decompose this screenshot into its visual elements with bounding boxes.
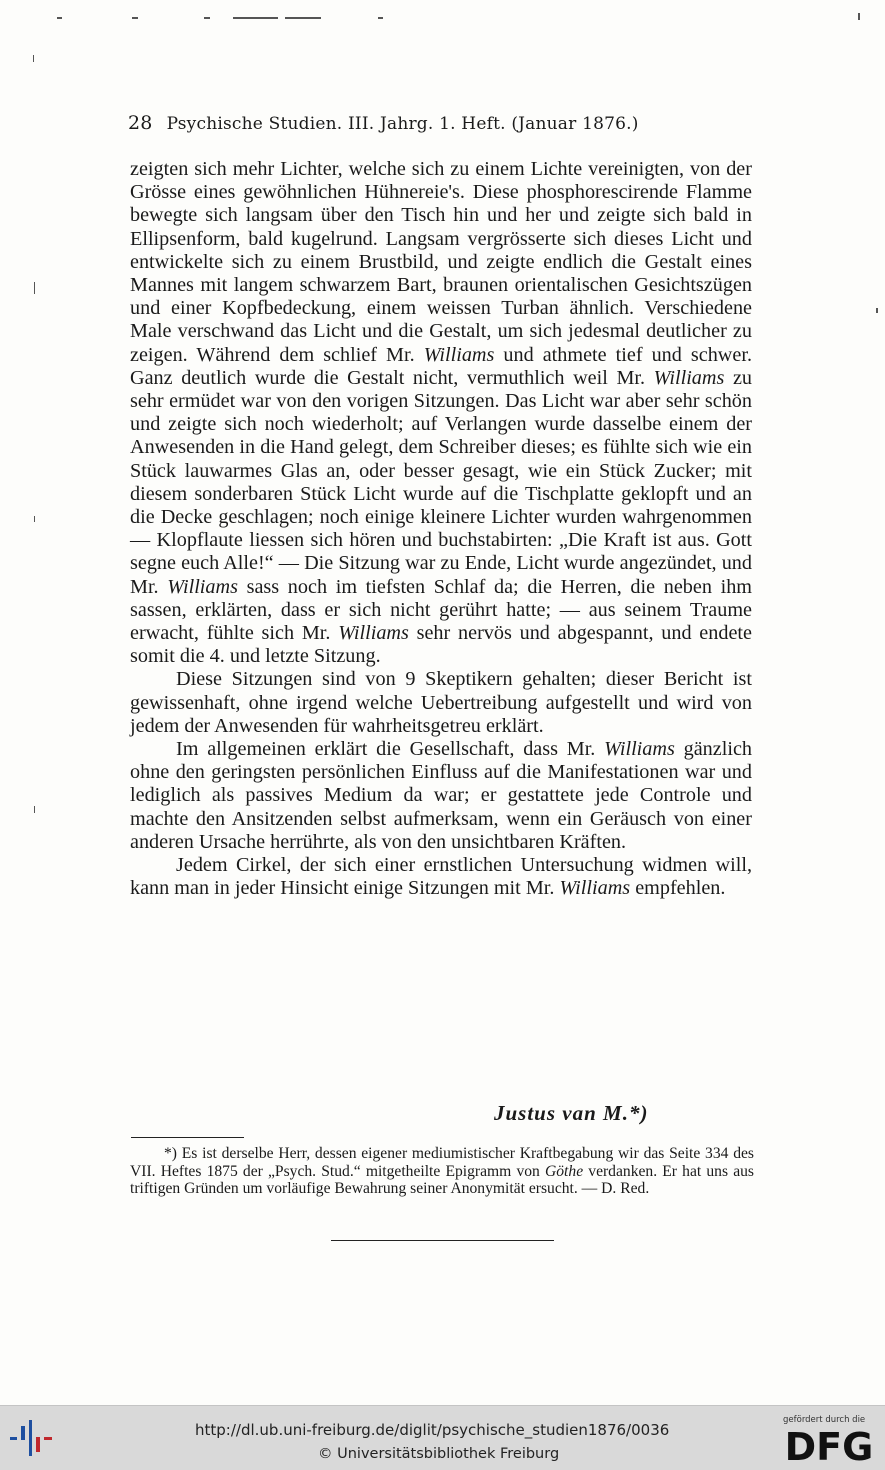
paragraph: Diese Sitzungen sind von 9 Skeptikern gehalten; dieser Bericht ist gewissenhaft, ohne irgend welche Uebertreibung aufgestellt und wird von jedem der Anwesenden für wahrheitsgetreu erklärt.	[130, 668, 752, 737]
paragraph: Jedem Cirkel, der sich einer ernstlichen Untersuchung widmen will, kann man in jeder Hinsicht einige Sitzungen mit Mr. Williams empfehlen.	[130, 854, 752, 900]
running-title: Psychische Studien. III. Jahrg. 1. Heft. (Januar 1876.)	[166, 114, 639, 134]
copyright-notice: © Universitätsbibliothek Freiburg	[318, 1446, 560, 1462]
dfg-logo-text: DFG	[784, 1427, 874, 1465]
running-header	[128, 112, 756, 134]
dfg-logo	[780, 1427, 878, 1465]
paragraph: zeigten sich mehr Lichter, welche sich zu einem Lichte vereinigten, von der Grösse eines gewöhnlichen Hühnereie's. Diese phosphorescirende Flamme bewegte sich langsam über den Tisch hin und her und zeigte sich bald in Ellipsenform, bald kugelrund. Langsam vergrösserte sich dieses Licht und entwickelte sich zu einem Brustbild, und zeigte endlich die Gestalt eines Mannes mit langem schwarzem Bart, braunen orientalischen Gesichtszügen und einer Kopfbedeckung, einem weissen Turban ähnlich. Verschiedene Male verschwand das Licht und die Gestalt, um sich jedesmal deutlicher zu zeigen. Während dem schlief Mr. Williams und athmete tief und schwer. Ganz deutlich wurde die Gestalt nicht, vermuthlich weil Mr. Williams zu sehr ermüdet war von den vorigen Sitzungen. Das Licht war aber sehr schön und zeigte sich noch wiederholt; auf Verlangen wurde dasselbe einem der Anwesenden in die Hand gelegt, dem Schreiber dieses; es fühlte sich wie ein Stück lauwarmes Glas an, oder besser gesagt, wie ein Stück Zucker; mit diesem sonderbaren Stück Licht wurde auf die Tischplatte geklopft und an die Decke geschlagen; noch einige kleinere Lichter wurden wahrgenommen — Klopflaute liessen sich hören und buchstabirten: „Die Kraft ist aus. Gott segne euch Alle!“ — Die Sitzung war zu Ende, Licht wurde angezündet, und Mr. Williams sass noch im tiefsten Schlaf da; die Herren, die neben ihm sassen, erklärten, dass er sich nicht gerührt hatte; — aus seinem Traume erwacht, fühlte sich Mr. Williams sehr nervös und abgespannt, und endete somit die 4. und letzte Sitzung.	[130, 158, 753, 668]
scan-artifact	[33, 55, 34, 62]
author-signature: Justus van M.*)	[494, 1101, 649, 1125]
scan-artifact	[57, 17, 62, 19]
italic-name: Williams	[653, 366, 725, 389]
scan-artifact	[34, 806, 35, 813]
italic-name: Williams	[559, 877, 631, 900]
scan-artifact	[132, 17, 138, 19]
end-divider	[331, 1240, 554, 1241]
scan-artifact	[34, 516, 35, 522]
scan-artifact	[204, 17, 210, 19]
footnote	[130, 1145, 754, 1198]
italic-name: Williams	[423, 343, 495, 366]
italic-name: Williams	[604, 738, 675, 761]
scan-artifact	[34, 282, 35, 294]
ub-freiburg-bars-icon	[10, 1420, 56, 1456]
footnote-divider	[131, 1137, 244, 1138]
funding-note: gefördert durch die	[783, 1415, 866, 1425]
scan-artifact	[858, 13, 860, 20]
italic-name: Göthe	[545, 1162, 584, 1180]
scan-artifact	[285, 17, 321, 19]
italic-name: Williams	[167, 575, 238, 598]
page-number: 28	[128, 112, 153, 134]
scan-artifact	[233, 17, 278, 19]
paragraph: Im allgemeinen erklärt die Gesellschaft, dass Mr. Williams gänzlich ohne den geringsten persönlichen Einfluss auf die Manifestationen war und lediglich als passives Medium da war; er gestattete jede Controle und machte den Ansitzenden selbst aufmerksam, wenn ein Geräusch von einer anderen Ursache herrührte, als von den unsichtbaren Kräften.	[130, 738, 752, 853]
viewer-footer	[0, 1405, 885, 1470]
footnote-text: *) Es ist derselbe Herr, dessen eigener mediumistischer Kraftbegabung wir das Seite 334 des VII. Heftes 1875 der „Psych. Stud.“ mitgetheilte Epigramm von Göthe verdanken. Er hat uns aus triftigen Gründen um vorläufige Bewahrung seiner Anonymität ersucht. — D. Red.	[130, 1145, 754, 1198]
italic-name: Williams	[338, 622, 409, 645]
scan-artifact	[378, 17, 383, 19]
source-url-link[interactable]: http://dl.ub.uni-freiburg.de/diglit/psychische_studien1876/0036	[195, 1421, 670, 1439]
body-text	[130, 158, 752, 901]
scan-artifact	[876, 308, 878, 313]
